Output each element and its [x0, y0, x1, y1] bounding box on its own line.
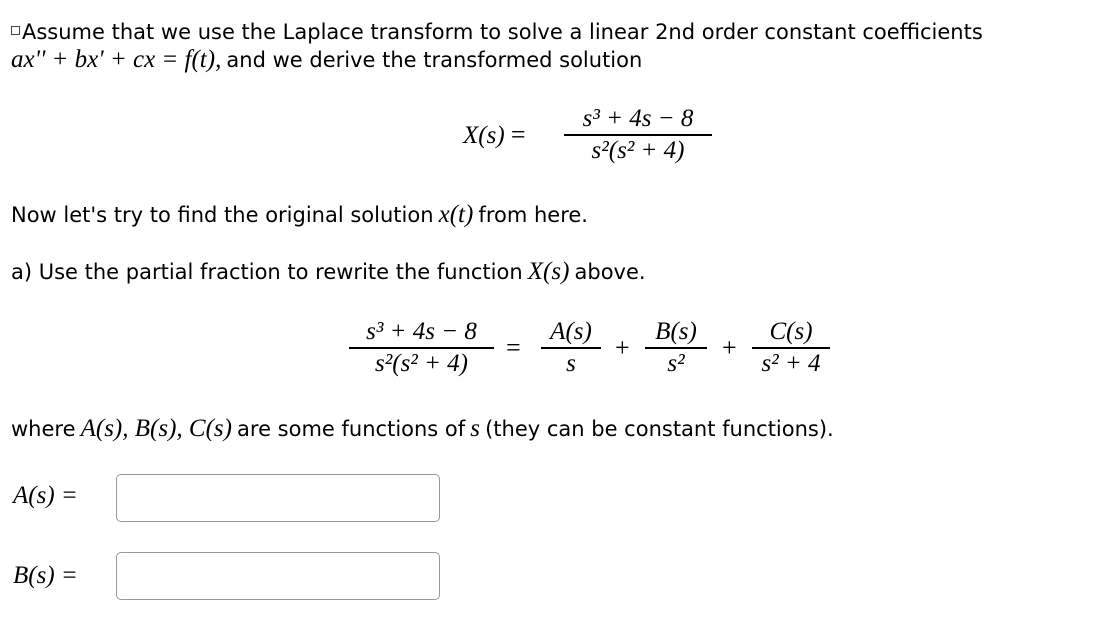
- transform-fraction: [564, 104, 712, 166]
- function-list: A(s), B(s), C(s): [80, 415, 232, 442]
- where-line: where A(s), B(s), C(s) are some functions of s (they can be constant functions).: [11, 415, 834, 442]
- part-a-prompt: a) Use the partial fraction to rewrite the function X(s) above.: [11, 258, 646, 285]
- solution-var: x(t): [438, 201, 474, 228]
- transform-numerator: s³ + 4s − 8: [582, 105, 694, 132]
- decomp-term-1: A(s) s: [541, 317, 601, 379]
- answer-a-label: A(s) =: [13, 482, 78, 509]
- plus-sign: +: [722, 333, 737, 362]
- find-solution-line: Now let's try to find the original solution x(t) from here.: [11, 201, 588, 228]
- equals-sign: =: [506, 333, 521, 362]
- intro-line-2-text: and we derive the transformed solution: [226, 48, 643, 72]
- answer-b-label: B(s) =: [13, 562, 78, 589]
- decomp-lhs-fraction: s³ + 4s − 8 s²(s² + 4): [349, 317, 494, 379]
- decomp-term-2: B(s) s²: [645, 317, 707, 379]
- ode-expression: ax'' + bx' + cx = f(t),: [11, 46, 222, 73]
- decomp-term-3: C(s) s² + 4: [752, 317, 830, 379]
- plus-sign: +: [615, 333, 630, 362]
- where-var: s: [470, 415, 480, 442]
- intro-line-2: [11, 46, 642, 74]
- part-a-var: X(s): [527, 258, 570, 285]
- transform-denominator: s²(s² + 4): [591, 136, 685, 164]
- square-marker-icon: [11, 26, 20, 35]
- answer-b-input[interactable]: [116, 552, 440, 600]
- answer-a-input[interactable]: [116, 474, 440, 522]
- transform-lhs: X(s) =: [463, 120, 526, 149]
- intro-line-1: Assume that we use the Laplace transform to solve a linear 2nd order constant coefficients: [11, 20, 983, 44]
